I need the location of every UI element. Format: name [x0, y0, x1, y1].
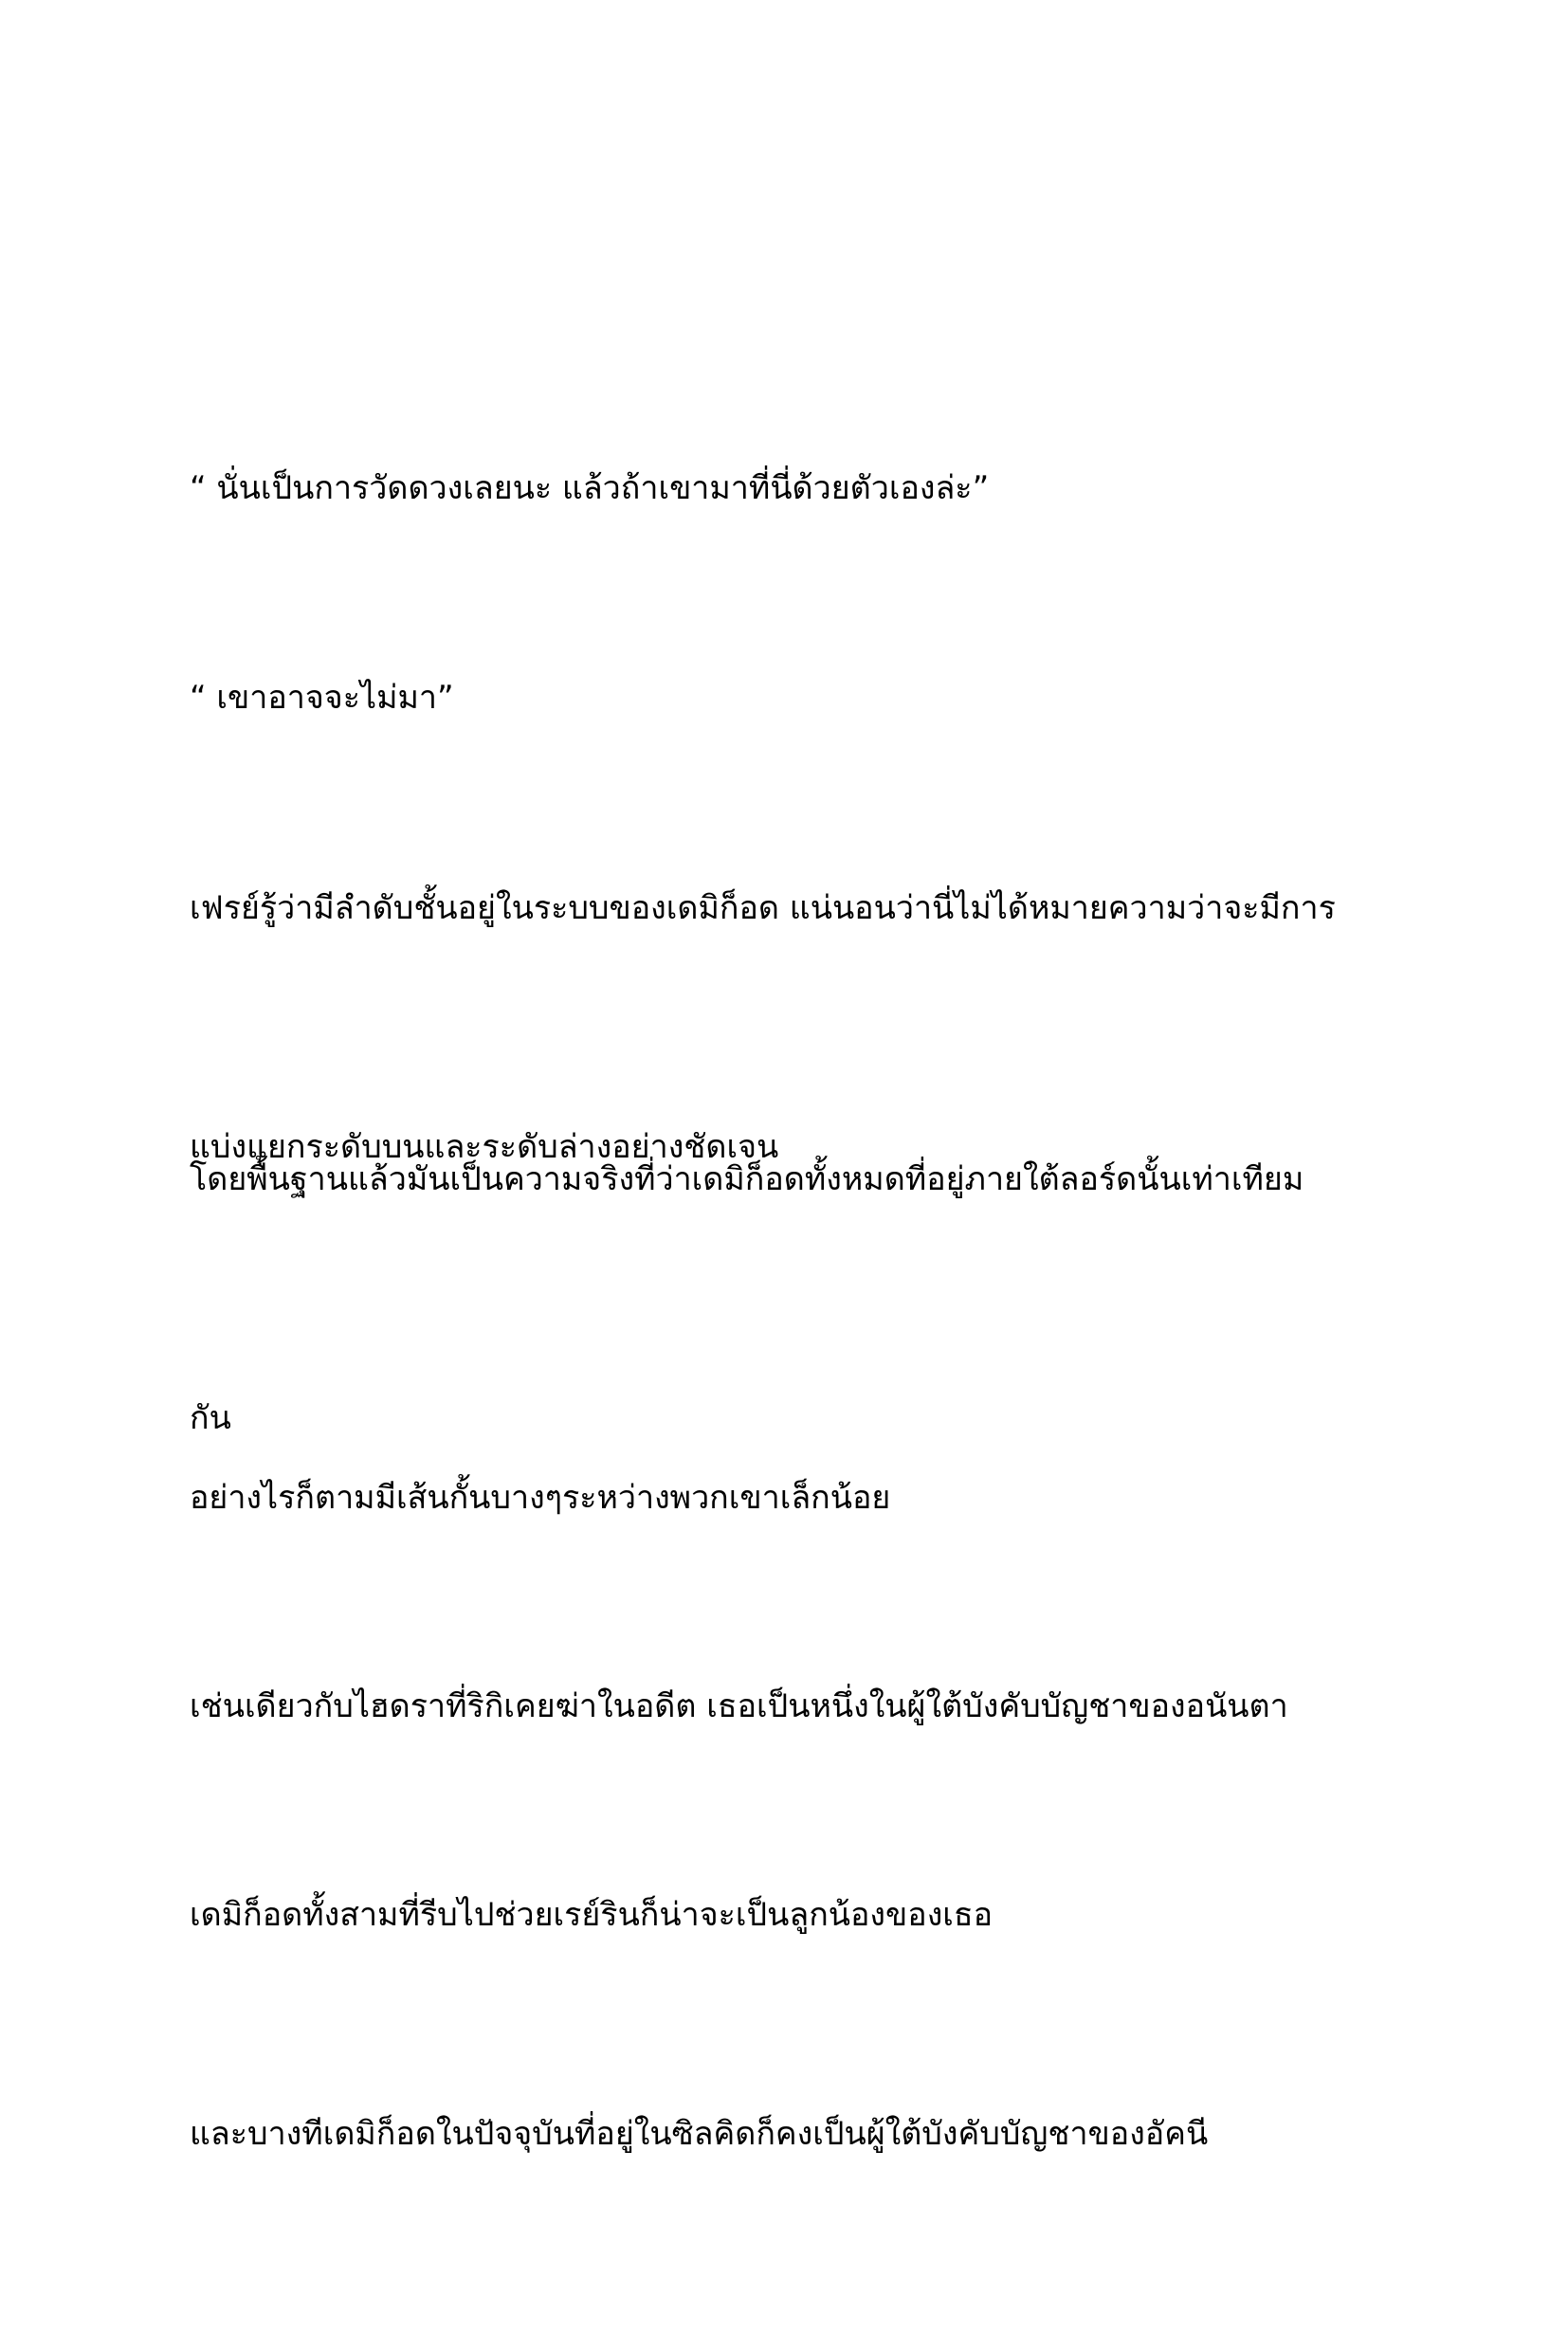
paragraph-line: และบางทีเดมิก็อดในปัจจุบันที่อยู่ในซิลคิดก็คงเป็นผู้ใต้บังคับบัญชาของอัคนี	[190, 2115, 1209, 2153]
paragraph-line: โดยพื้นฐานแล้วมันเป็นความจริงที่ว่าเดมิก็อดทั้งหมดที่อยู่ภายใต้ลอร์ดนั้นเท่าเทียม	[190, 1160, 1304, 1198]
paragraph-line: อย่างไรก็ตามมีเส้นกั้นบางๆระหว่างพวกเขาเล็กน้อย	[190, 1479, 891, 1517]
paragraph-line: เช่นเดียวกับไฮดราที่ริกิเคยฆ่าในอดีต เธอเป็นหนึ่งในผู้ใต้บังคับบัญชาของอนันตา	[190, 1687, 1288, 1725]
paragraph-line: “ เขาอาจจะไม่มา”	[190, 679, 454, 717]
paragraph-line: แบ่งแยกระดับบนและระดับล่างอย่างชัดเจน	[190, 1128, 779, 1166]
paragraph-line: “ นั่นเป็นการวัดดวงเลยนะ แล้วถ้าเขามาที่นี่ด้วยตัวเองล่ะ”	[190, 469, 990, 507]
paragraph-line: เฟรย์รู้ว่ามีลำดับชั้นอยู่ในระบบของเดมิก็อด แน่นอนว่านี่ไม่ได้หมายความว่าจะมีการ	[190, 889, 1336, 927]
paragraph-8	[190, 1935, 1403, 2333]
paragraph-line: กัน	[190, 1399, 231, 1437]
paragraph-line: เดมิก็อดทั้งสามที่รีบไปช่วยเรย์รินก็น่าจะเป็นลูกน้องของเธอ	[190, 1896, 994, 1934]
